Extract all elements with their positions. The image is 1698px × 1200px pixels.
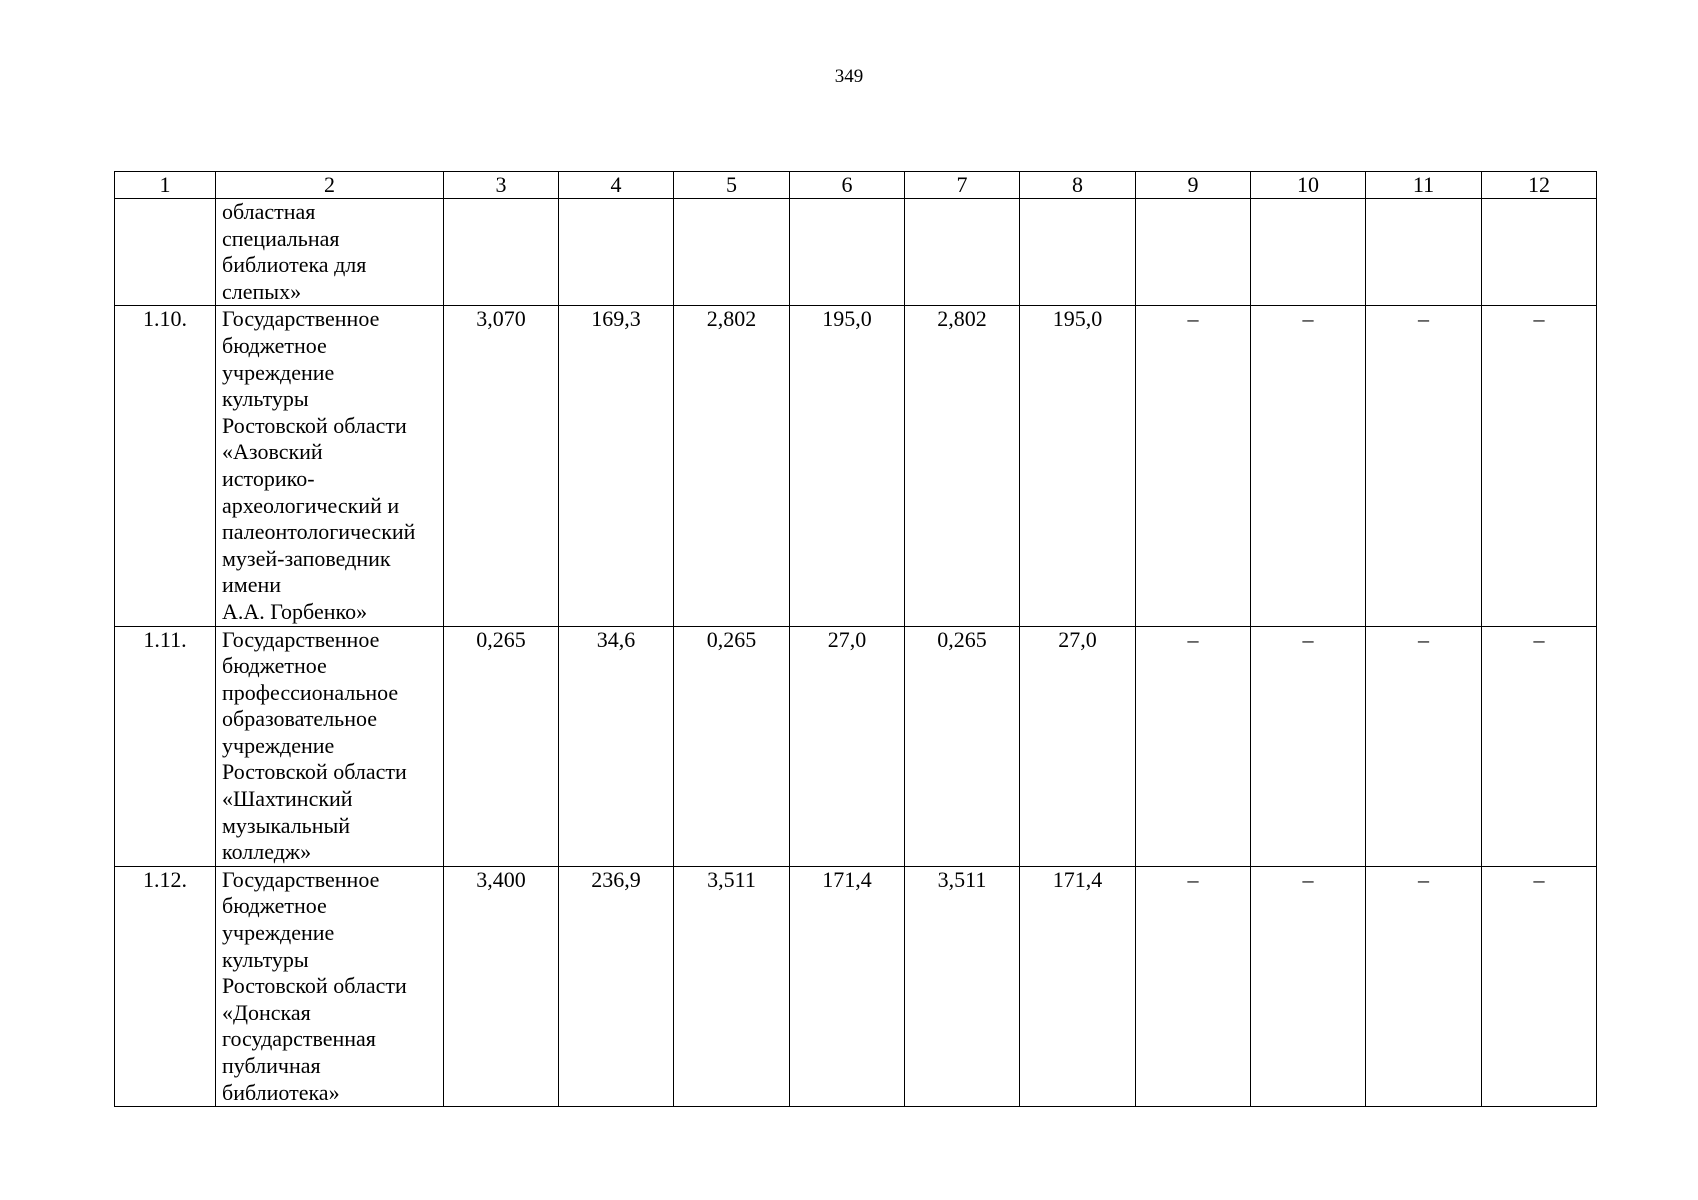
institution-name-line: культуры (222, 386, 309, 412)
institution-name-line: образовательное (222, 706, 378, 732)
institution-name-line: учреждение (222, 920, 335, 946)
value-cell-col-6: 171,4 (790, 866, 905, 1106)
value-cell-col-9: – (1136, 306, 1251, 626)
value-cell-col-7 (905, 199, 1020, 306)
institution-name-cell (216, 306, 444, 626)
row-number-cell: 1.12. (115, 866, 216, 1106)
institution-name-line: «Азовский (222, 439, 323, 465)
value-cell-col-9: – (1136, 626, 1251, 866)
value-cell-col-6: 195,0 (790, 306, 905, 626)
value-cell-col-5: 3,511 (674, 866, 790, 1106)
institution-name-line: музыкальный (222, 812, 351, 838)
column-header: 12 (1482, 172, 1597, 199)
value-cell-col-7: 3,511 (905, 866, 1020, 1106)
column-header: 4 (559, 172, 674, 199)
value-cell-col-4: 34,6 (559, 626, 674, 866)
value-cell-col-11: – (1366, 626, 1482, 866)
value-cell-col-5: 0,265 (674, 626, 790, 866)
value-cell-col-10: – (1251, 626, 1366, 866)
institution-name-line: Ростовской области (222, 759, 407, 785)
value-cell-col-3: 0,265 (444, 626, 559, 866)
institution-name-line: учреждение (222, 732, 335, 758)
row-number-cell: 1.10. (115, 306, 216, 626)
institution-name-line: профессиональное (222, 679, 399, 705)
table-row (115, 199, 1597, 306)
value-cell-col-12: – (1482, 626, 1597, 866)
value-cell-col-12: – (1482, 306, 1597, 626)
data-table (114, 171, 1597, 1107)
column-header: 9 (1136, 172, 1251, 199)
institution-name-cell (216, 866, 444, 1106)
value-cell-col-9: – (1136, 866, 1251, 1106)
column-header: 2 (216, 172, 444, 199)
value-cell-col-3: 3,070 (444, 306, 559, 626)
value-cell-col-11 (1366, 199, 1482, 306)
value-cell-col-8: 195,0 (1020, 306, 1136, 626)
institution-name-cell (216, 199, 444, 306)
table-row (115, 306, 1597, 626)
value-cell-col-9 (1136, 199, 1251, 306)
institution-name-line: культуры (222, 946, 309, 972)
institution-name-line: Государственное (222, 626, 380, 652)
table-body (115, 199, 1597, 1107)
page-number: 349 (834, 66, 864, 87)
value-cell-col-6 (790, 199, 905, 306)
table-row (115, 626, 1597, 866)
value-cell-col-7: 2,802 (905, 306, 1020, 626)
institution-name-line: библиотека» (222, 1079, 340, 1105)
column-header: 1 (115, 172, 216, 199)
value-cell-col-8: 171,4 (1020, 866, 1136, 1106)
institution-name-line: бюджетное (222, 332, 327, 358)
value-cell-col-4: 169,3 (559, 306, 674, 626)
value-cell-col-10: – (1251, 866, 1366, 1106)
institution-name-line: Ростовской области (222, 412, 407, 438)
institution-name-line: А.А. Горбенко» (222, 598, 368, 624)
value-cell-col-7: 0,265 (905, 626, 1020, 866)
value-cell-col-11: – (1366, 866, 1482, 1106)
institution-name-line: бюджетное (222, 653, 327, 679)
column-header: 8 (1020, 172, 1136, 199)
institution-name-line: историко- (222, 465, 315, 491)
institution-name-line: «Шахтинский (222, 786, 353, 812)
value-cell-col-8 (1020, 199, 1136, 306)
institution-name-line: государственная (222, 1026, 376, 1052)
institution-name-line: Государственное (222, 866, 380, 892)
value-cell-col-6: 27,0 (790, 626, 905, 866)
table-row (115, 866, 1597, 1106)
institution-name-line: «Донская (222, 999, 311, 1025)
column-header: 10 (1251, 172, 1366, 199)
value-cell-col-12 (1482, 199, 1597, 306)
value-cell-col-10: – (1251, 306, 1366, 626)
column-header: 3 (444, 172, 559, 199)
value-cell-col-12: – (1482, 866, 1597, 1106)
column-header: 5 (674, 172, 790, 199)
institution-name-line: Государственное (222, 306, 380, 332)
institution-name-line: археологический и (222, 492, 400, 518)
value-cell-col-3: 3,400 (444, 866, 559, 1106)
value-cell-col-5 (674, 199, 790, 306)
value-cell-col-4 (559, 199, 674, 306)
institution-name-line: учреждение (222, 359, 335, 385)
value-cell-col-5: 2,802 (674, 306, 790, 626)
institution-name-cell (216, 626, 444, 866)
institution-name-line: бюджетное (222, 893, 327, 919)
institution-name-line: областная (222, 199, 316, 224)
institution-name-line: слепых» (222, 278, 302, 304)
row-number-cell (115, 199, 216, 306)
institution-name-line: публичная (222, 1053, 321, 1078)
row-number-cell: 1.11. (115, 626, 216, 866)
value-cell-col-8: 27,0 (1020, 626, 1136, 866)
institution-name-line: Ростовской области (222, 973, 407, 999)
institution-name-line: музей-заповедник (222, 545, 391, 571)
institution-name-line: колледж» (222, 839, 312, 865)
column-header-row (115, 172, 1597, 199)
institution-name-line: имени (222, 572, 282, 598)
institution-name-line: библиотека для (222, 252, 367, 278)
column-header: 6 (790, 172, 905, 199)
value-cell-col-4: 236,9 (559, 866, 674, 1106)
column-header: 11 (1366, 172, 1482, 199)
institution-name-line: специальная (222, 225, 340, 251)
value-cell-col-10 (1251, 199, 1366, 306)
column-header: 7 (905, 172, 1020, 199)
value-cell-col-11: – (1366, 306, 1482, 626)
value-cell-col-3 (444, 199, 559, 306)
institution-name-line: палеонтологический (222, 519, 416, 545)
